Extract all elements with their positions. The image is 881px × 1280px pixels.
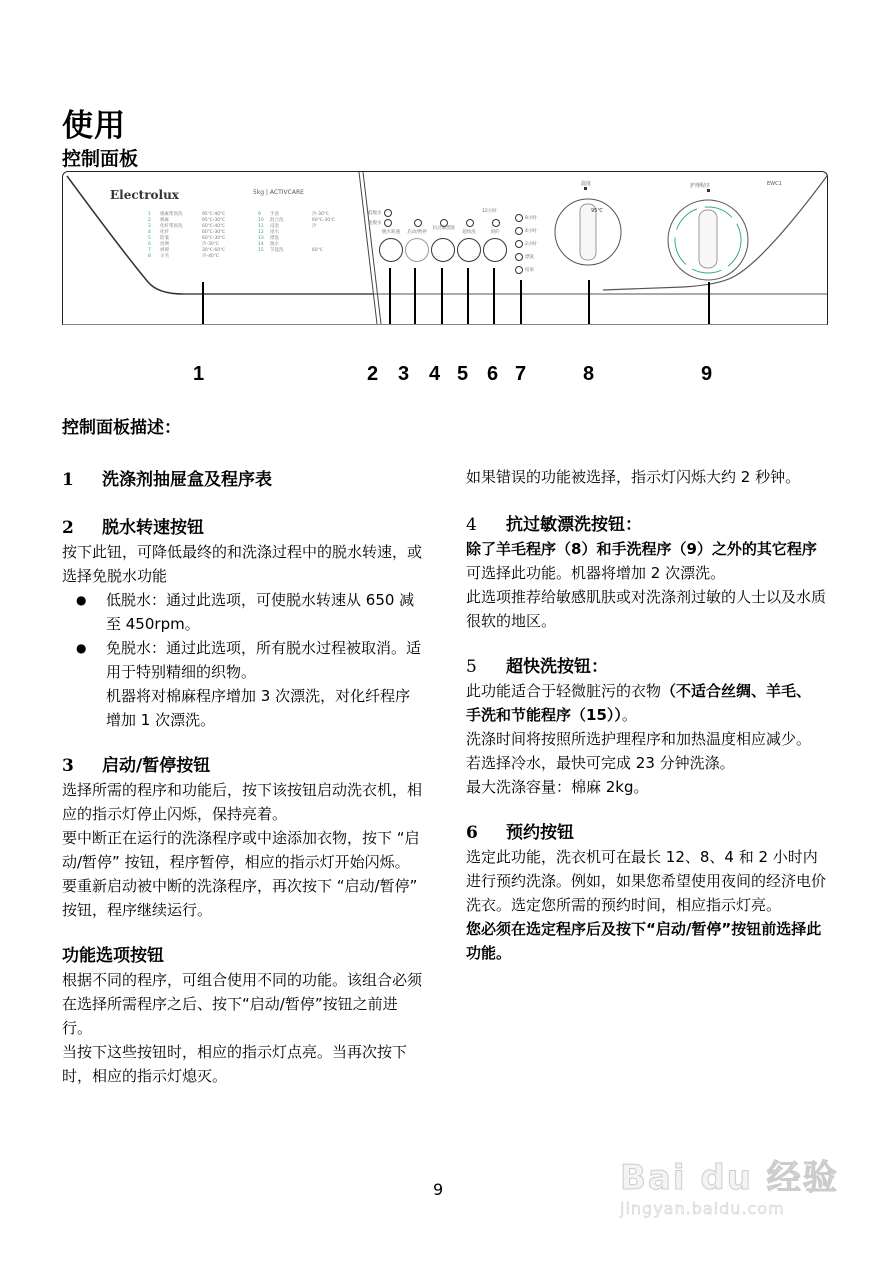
delay-start-button[interactable] xyxy=(483,238,507,262)
wrong-function-note: 如果错误的功能被选择，指示灯闪烁大约 2 秒钟。 xyxy=(466,468,801,486)
section-2-heading: 2 脱水转速按钮 xyxy=(62,518,204,538)
section-6-p1: 选定此功能，洗衣机可在最长 12、8、4 和 2 小时内进行预约洗涤。例如，如果您希望使用夜间的经济电价洗衣。选定您所需的预约时间，相应指示灯亮。 xyxy=(466,848,827,914)
left-column xyxy=(62,450,422,1088)
callout-3: 3 xyxy=(398,363,410,385)
spin-speed-button[interactable] xyxy=(379,238,403,262)
section-6-p2: 您必须在选定程序后及按下“启动/暂停”按钮前选择此功能。 xyxy=(466,920,822,962)
delay-12h-label: 12小时 xyxy=(482,209,497,214)
led-quick-icon xyxy=(466,219,474,227)
program-table-left: 1 棉麻帮预洗 95℃-40℃ 2 棉麻 95℃-30℃ 3 化纤帮预洗 60℃-40℃ 4 化纤 60℃-30℃ 5 防皱 60℃-30℃ 6 丝绸 冷-30℃ 7 被褥 30℃-60℃ 8 羊毛 冷-40℃ xyxy=(148,212,226,259)
quick-wash-button[interactable] xyxy=(457,238,481,262)
function-options-heading: 功能选项按钮 xyxy=(62,946,164,966)
function-options-p2: 当按下这些按钮时，相应的指示灯点亮。当再次按下时，相应的指示灯熄灭。 xyxy=(62,1043,408,1085)
bullet-low-spin: ● 低脱水：通过此选项，可使脱水转速从 650 减至 450rpm。 xyxy=(62,588,422,636)
start-pause-button-label: 启动/暂停 xyxy=(407,230,427,235)
function-options-p1: 根据不同的程序，可组合使用不同的功能。该组合必须在选择所需程序之后、按下“启动/暂停”按钮之前进行。 xyxy=(62,971,423,1037)
callout-4: 4 xyxy=(429,363,441,385)
led-no-spin: 免脱水 xyxy=(368,219,392,227)
led-low-spin: 低脱水 xyxy=(368,209,392,217)
status-led-4h: 4小时 xyxy=(515,227,537,235)
led-delay-icon xyxy=(492,219,500,227)
quick-wash-button-label: 超快洗 xyxy=(462,230,476,235)
temperature-dial-label: 温度 xyxy=(581,181,592,187)
section-5-p1: 此功能适合于轻微脏污的衣物（不适合丝绸、羊毛、手洗和节能程序（15））。 xyxy=(466,682,812,724)
callout-6: 6 xyxy=(487,363,499,385)
callout-2: 2 xyxy=(367,363,379,385)
callout-7: 7 xyxy=(515,363,527,385)
page-title: 使用 xyxy=(62,108,126,144)
section-4-p2: 此选项推荐给敏感肌肤或对洗涤剂过敏的人士以及水质很软的地区。 xyxy=(466,588,827,630)
status-led-8h: 8小时 xyxy=(515,214,537,222)
status-led-end: 结束 xyxy=(515,266,534,274)
anti-allergy-button[interactable] xyxy=(431,238,455,262)
baidu-watermark xyxy=(620,1150,839,1218)
temperature-dial[interactable] xyxy=(555,198,619,262)
no-spin-extra: 机器将对棉麻程序增加 3 次漂洗，对化纤程序增加 1 次漂洗。 xyxy=(106,687,411,729)
section-5-p2: 洗涤时间将按照所选护理程序和加热温度相应减少。 xyxy=(466,730,812,748)
spin-button-label: 脱水转速 xyxy=(382,230,400,235)
status-led-rinse: 漂洗 xyxy=(515,253,534,261)
section-5-p4: 最大洗涤容量：棉麻 2kg。 xyxy=(466,778,649,796)
delay-button-label: 预约 xyxy=(490,230,500,235)
brand-logo: Electrolux xyxy=(110,188,179,202)
section-1-heading: 1 洗涤剂抽屉盒及程序表 xyxy=(62,470,272,490)
allergy-button-label: 抗过敏漂洗 xyxy=(432,226,456,231)
led-icon xyxy=(384,219,392,227)
baidu-paw-logo-icon: Bai du 经验 xyxy=(620,1158,839,1198)
callout-1: 1 xyxy=(193,363,205,385)
program-table-right: 9 手洗 冷-30℃ 10 混合洗 60℃-30℃ 11 浸泡 冷 12 排水 13 漂洗 14 脱水 15 节能洗 60℃ xyxy=(258,212,336,253)
model-label: 5kg | ACTIVCARE xyxy=(253,189,304,196)
callout-9: 9 xyxy=(701,363,713,385)
led-icon xyxy=(384,209,392,217)
section-3-p1: 选择所需的程序和功能后，按下该按钮启动洗衣机，相应的指示灯停止闪烁，保持亮着。 xyxy=(62,781,423,823)
callout-5: 5 xyxy=(457,363,469,385)
section-3-p2: 要中断正在运行的洗涤程序或中途添加衣物，按下 “启动/暂停” 按钮，程序暂停，相应的指示灯开始闪烁。 xyxy=(62,829,420,871)
watermark-url: jingyan.baidu.com xyxy=(620,1199,785,1218)
section-3-p3: 要重新启动被中断的洗涤程序，再次按下 “启动/暂停” 按钮，程序继续运行。 xyxy=(62,877,418,919)
section-3-heading: 3 启动/暂停按钮 xyxy=(62,756,211,776)
status-led-2h: 2小时 xyxy=(515,240,537,248)
program-dial-label: 护理程序 xyxy=(690,183,711,189)
section-subtitle: 控制面板 xyxy=(62,148,139,170)
section-5-p3: 若选择冷水，最快可完成 23 分钟洗涤。 xyxy=(466,754,735,772)
panel-description-heading: 控制面板描述： xyxy=(62,418,181,438)
section-4-p1: 除了羊毛程序（8）和手洗程序（9）之外的其它程序可选择此功能。机器将增加 2 次漂洗。 xyxy=(466,540,817,582)
right-column xyxy=(466,465,826,965)
bullet-no-spin: ● 免脱水：通过此选项，所有脱水过程被取消。适用于特别精细的织物。 xyxy=(62,636,422,684)
section-2-body: 按下此钮，可降低最终的和洗涤过程中的脱水转速，或选择免脱水功能 xyxy=(62,543,423,585)
model-code: EWC1 xyxy=(767,181,782,187)
page-number: 9 xyxy=(433,1180,444,1199)
section-5-heading: 5 超快洗按钮： xyxy=(466,657,608,677)
start-pause-button[interactable] xyxy=(405,238,429,262)
led-start-icon xyxy=(414,219,422,227)
callout-8: 8 xyxy=(583,363,595,385)
section-4-heading: 4 抗过敏漂洗按钮： xyxy=(466,515,642,535)
section-6-heading: 6 预约按钮 xyxy=(466,823,574,843)
temp-mark: 95℃ xyxy=(591,208,603,214)
program-dial[interactable] xyxy=(668,200,746,278)
